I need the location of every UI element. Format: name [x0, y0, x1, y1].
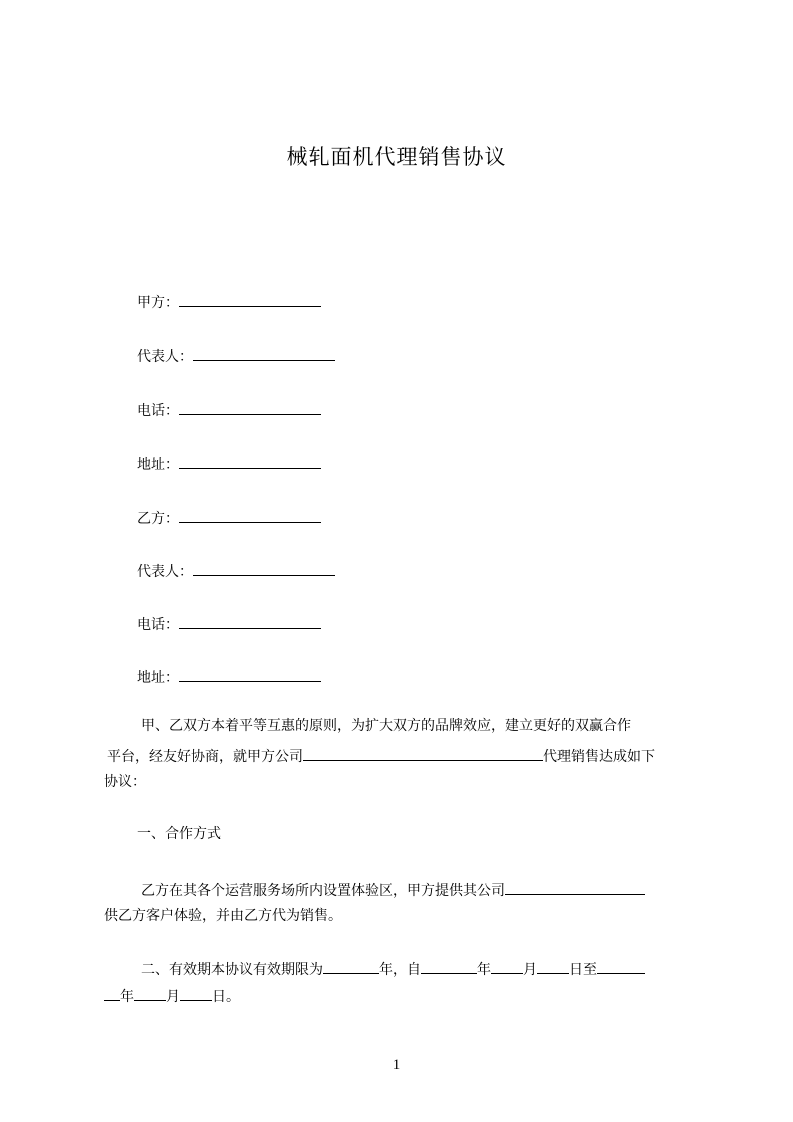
- party-b-phone-blank: [179, 612, 321, 629]
- section-2-paragraph: [104, 957, 704, 1017]
- party-b-rep-field: [137, 559, 335, 583]
- party-a-address-field: [137, 452, 321, 476]
- party-a-phone-blank: [179, 398, 321, 415]
- start-day-to-label: 日至: [569, 962, 597, 978]
- party-b-label: 乙方：: [137, 511, 179, 527]
- section-1-line-1: [141, 878, 645, 902]
- intro-paragraph: [104, 715, 704, 795]
- from-text: 年，自: [379, 962, 421, 978]
- start-month-label: 月: [523, 962, 537, 978]
- party-a-address-blank: [179, 452, 321, 469]
- years-blank: [323, 957, 379, 974]
- section-2-line-1: [141, 957, 645, 981]
- party-b-address-label: 地址：: [137, 670, 179, 686]
- end-day-blank: [180, 984, 212, 1001]
- party-a-rep-label: 代表人：: [137, 349, 193, 365]
- party-b-field: [137, 506, 321, 530]
- party-a-address-label: 地址：: [137, 457, 179, 473]
- party-b-phone-field: [137, 612, 321, 636]
- party-b-phone-label: 电话：: [137, 617, 179, 633]
- intro-line-3: 协议：: [104, 774, 146, 790]
- party-a-rep-field: [137, 344, 335, 368]
- intro-line-2-start: 平台，经友好协商，就甲方公司: [107, 749, 303, 765]
- page-number: 1: [392, 1057, 401, 1073]
- validity-text: 二、有效期本协议有效期限为: [141, 962, 323, 978]
- party-b-blank: [179, 506, 321, 523]
- intro-line-1: 甲、乙双方本着平等互惠的原则，为扩大双方的品牌效应，建立更好的双赢合作: [141, 718, 631, 734]
- party-a-label: 甲方：: [137, 295, 179, 311]
- section-2-line-2: [104, 984, 240, 1008]
- section-1-paragraph: [104, 878, 704, 938]
- party-b-address-blank: [179, 665, 321, 682]
- party-b-rep-label: 代表人：: [137, 564, 193, 580]
- party-a-phone-field: [137, 398, 321, 422]
- end-month-blank: [134, 984, 166, 1001]
- intro-line-2-end: 代理销售达成如下: [543, 749, 655, 765]
- intro-line-2: [107, 744, 655, 768]
- start-month-blank: [491, 957, 523, 974]
- section-1-line-1-text: 乙方在其各个运营服务场所内设置体验区，甲方提供其公司: [141, 883, 505, 899]
- section-1-line-2: 供乙方客户体验，并由乙方代为销售。: [104, 908, 342, 924]
- product-blank: [505, 878, 645, 895]
- party-a-phone-label: 电话：: [137, 403, 179, 419]
- end-year-blank-part-1: [597, 957, 645, 974]
- party-a-field: [137, 290, 321, 314]
- start-year-label: 年: [477, 962, 491, 978]
- end-day-label: 日。: [212, 989, 240, 1005]
- start-year-blank: [421, 957, 477, 974]
- section-1-heading: 一、合作方式: [137, 826, 221, 842]
- company-product-blank: [303, 744, 543, 761]
- end-year-label: 年: [120, 989, 134, 1005]
- party-b-rep-blank: [193, 559, 335, 576]
- start-day-blank: [537, 957, 569, 974]
- party-a-rep-blank: [193, 344, 335, 361]
- document-title: 械轧面机代理销售协议: [286, 145, 507, 169]
- party-b-address-field: [137, 665, 321, 689]
- end-month-label: 月: [166, 989, 180, 1005]
- end-year-blank-part-2: [104, 984, 120, 1001]
- party-a-blank: [179, 290, 321, 307]
